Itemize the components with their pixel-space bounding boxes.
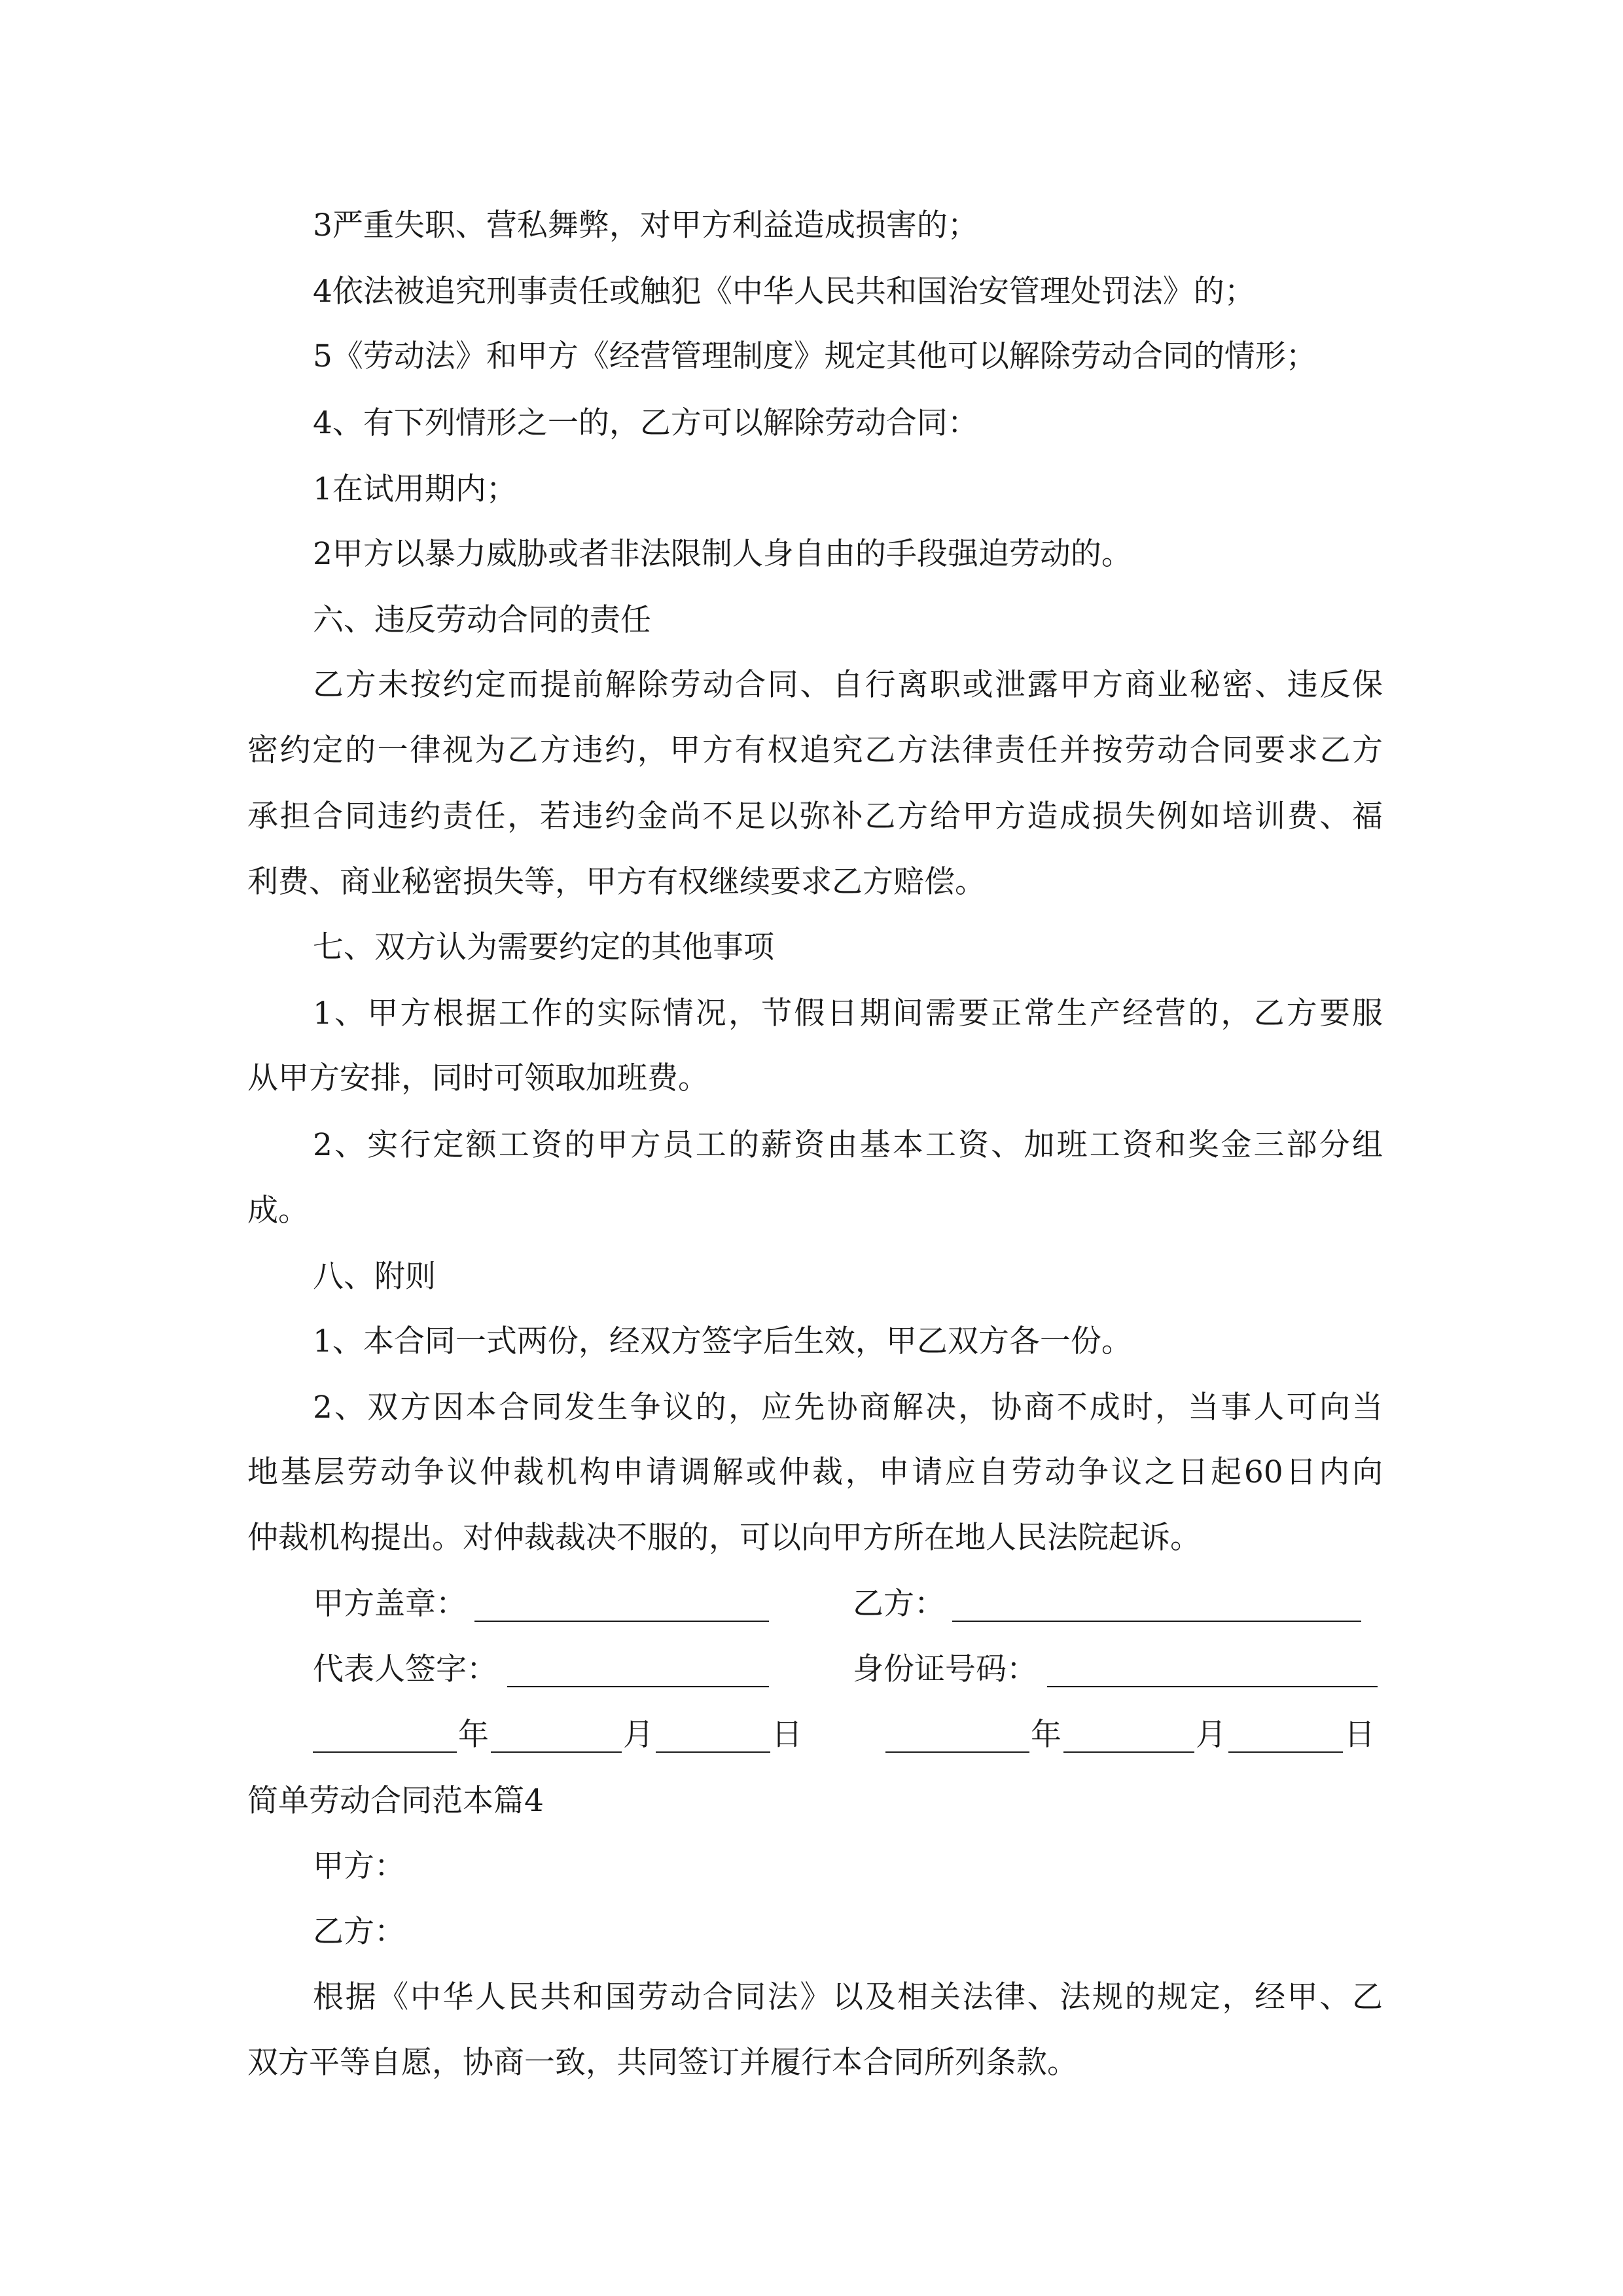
date-day-field-b[interactable]: [1228, 1721, 1343, 1753]
clause-5-line: 5《劳动法》和甲方《经营管理制度》规定其他可以解除劳动合同的情形；: [313, 338, 1317, 374]
date-year-field-a[interactable]: [313, 1721, 457, 1753]
party-b-line: 乙方：: [313, 1914, 405, 1950]
section-heading-six: 六、违反劳动合同的责任: [313, 602, 651, 638]
section-title: 简单劳动合同范本篇4: [247, 1783, 544, 1819]
paragraph-line: 1、本合同一式两份，经双方签字后生效，甲乙双方各一份。: [313, 1323, 1132, 1359]
clause-4-line: 4依法被追究刑事责任或触犯《中华人民共和国治安管理处罚法》的；: [313, 274, 1255, 310]
month-label: 月: [1196, 1717, 1226, 1753]
party-a-line: 甲方：: [313, 1848, 405, 1884]
paragraph-line: 2、实行定额工资的甲方员工的薪资由基本工资、加班工资和奖金三部分组: [313, 1127, 1383, 1163]
date-year-field-b[interactable]: [885, 1721, 1029, 1753]
section-4-heading: 4、有下列情形之一的，乙方可以解除劳动合同：: [313, 405, 978, 441]
month-label: 月: [623, 1717, 654, 1753]
id-number-label: 身份证号码：: [853, 1651, 1037, 1687]
party-a-seal-label: 甲方盖章：: [313, 1586, 467, 1622]
date-day-field-a[interactable]: [656, 1721, 770, 1753]
date-month-field-a[interactable]: [491, 1721, 622, 1753]
party-b-label: 乙方：: [853, 1586, 945, 1622]
list-item-2: 2甲方以暴力威胁或者非法限制人身自由的手段强迫劳动的。: [313, 536, 1132, 572]
party-a-seal-field[interactable]: [474, 1590, 769, 1622]
representative-signature-field[interactable]: [507, 1656, 769, 1687]
intro-paragraph-line: 根据《中华人民共和国劳动合同法》以及相关法律、法规的规定，经甲、乙: [313, 1979, 1383, 2015]
id-number-field[interactable]: [1047, 1656, 1378, 1687]
paragraph-line: 密约定的一律视为乙方违约，甲方有权追究乙方法律责任并按劳动合同要求乙方: [247, 732, 1383, 768]
paragraph-line: 地基层劳动争议仲裁机构申请调解或仲裁，申请应自劳动争议之日起60日内向: [247, 1454, 1383, 1490]
day-label: 日: [1344, 1717, 1375, 1753]
representative-signature-label: 代表人签字：: [313, 1651, 497, 1687]
section-heading-seven: 七、双方认为需要约定的其他事项: [313, 929, 774, 965]
date-month-field-b[interactable]: [1063, 1721, 1194, 1753]
party-b-field[interactable]: [952, 1590, 1361, 1622]
paragraph-line: 2、双方因本合同发生争议的，应先协商解决，协商不成时，当事人可向当: [313, 1390, 1383, 1426]
intro-paragraph-line: 双方平等自愿，协商一致，共同签订并履行本合同所列条款。: [247, 2045, 1078, 2081]
paragraph-line: 利费、商业秘密损失等，甲方有权继续要求乙方赔偿。: [247, 864, 986, 900]
clause-3-line: 3严重失职、营私舞弊，对甲方利益造成损害的；: [313, 207, 978, 243]
day-label: 日: [772, 1717, 802, 1753]
year-label: 年: [1031, 1717, 1061, 1753]
list-item-1: 1在试用期内；: [313, 471, 517, 507]
paragraph-line: 承担合同违约责任，若违约金尚不足以弥补乙方给甲方造成损失例如培训费、福: [247, 798, 1383, 834]
paragraph-line: 乙方未按约定而提前解除劳动合同、自行离职或泄露甲方商业秘密、违反保: [313, 667, 1383, 703]
paragraph-line: 成。: [247, 1193, 309, 1229]
paragraph-line: 从甲方安排，同时可领取加班费。: [247, 1060, 709, 1096]
year-label: 年: [458, 1717, 489, 1753]
paragraph-line: 1、甲方根据工作的实际情况，节假日期间需要正常生产经营的，乙方要服: [313, 996, 1383, 1031]
section-heading-eight: 八、附则: [313, 1259, 436, 1295]
paragraph-line: 仲裁机构提出。对仲裁裁决不服的，可以向甲方所在地人民法院起诉。: [247, 1520, 1201, 1556]
